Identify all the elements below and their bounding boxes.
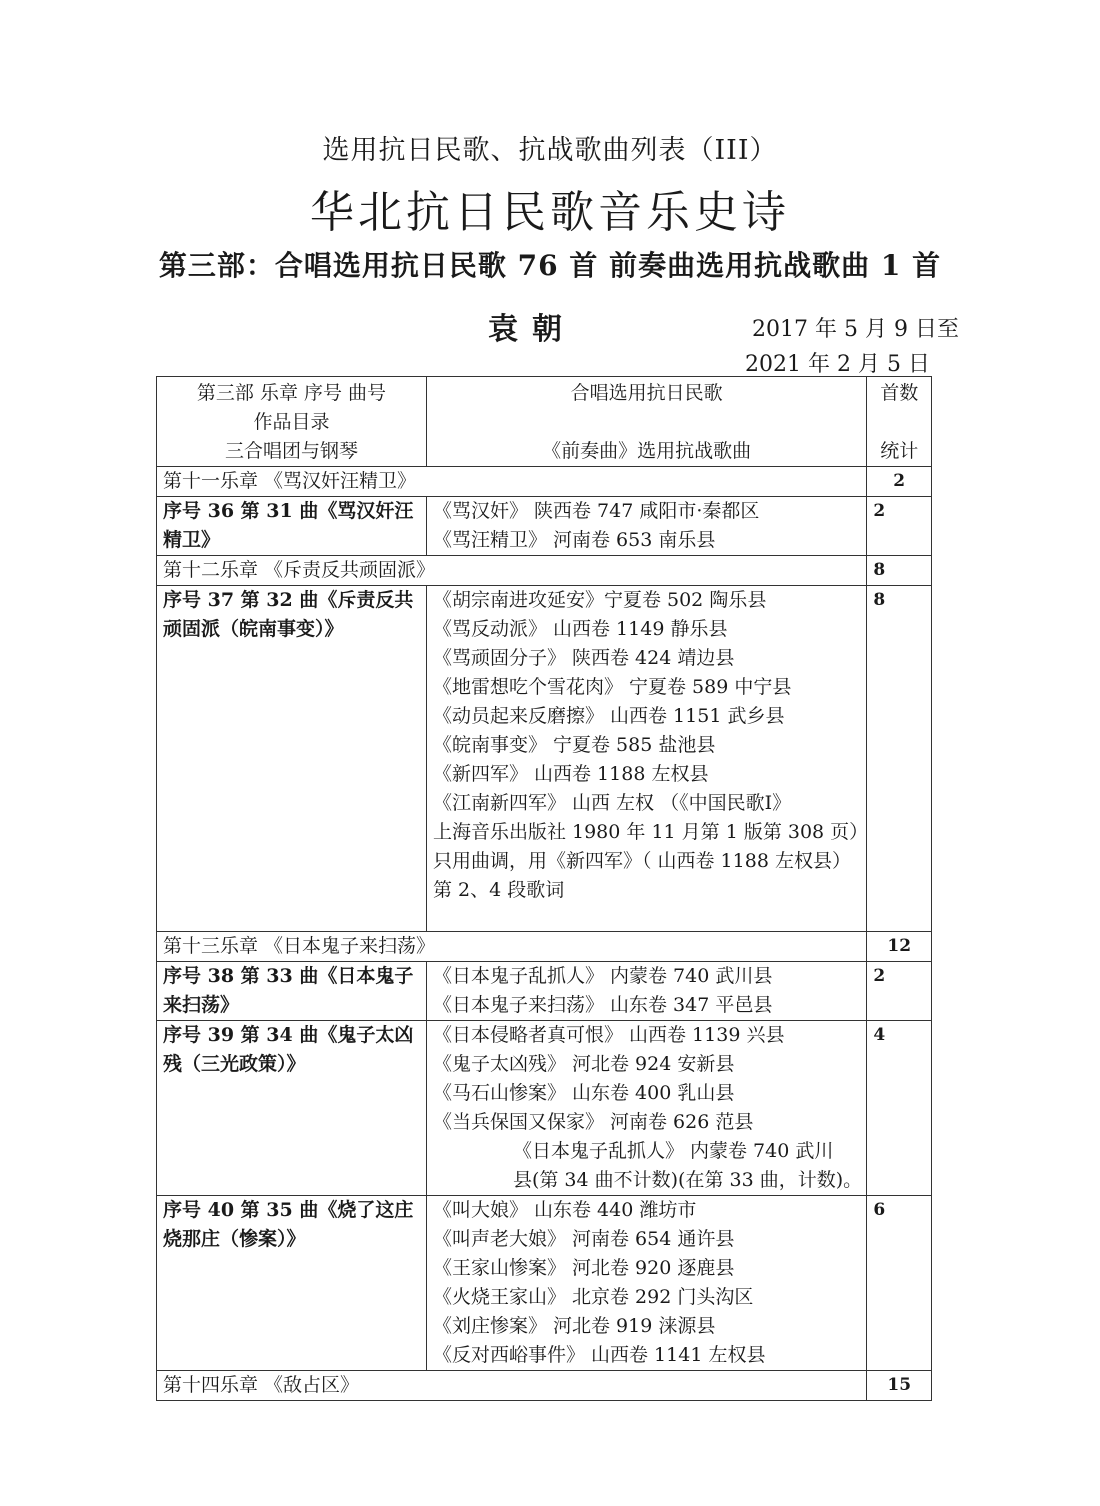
header-col-songs — [426, 377, 866, 467]
author-name: 袁朝 — [488, 312, 576, 347]
song-note: 《日本鬼子乱抓人》 内蒙卷 740 武川 — [512, 1140, 834, 1162]
song-item: 《骂顽固分子》 陕西卷 424 靖边县 — [432, 647, 735, 669]
table-header-row — [157, 377, 932, 467]
song-item: 上海音乐出版社 1980 年 11 月第 1 版第 308 页） — [432, 821, 869, 843]
header-col-catalog — [157, 377, 427, 467]
song-item: 《皖南事变》 宁夏卷 585 盐池县 — [432, 734, 716, 756]
entry-row — [157, 962, 932, 1021]
song-item: 《日本鬼子乱抓人》 内蒙卷 740 武川县 — [432, 965, 773, 987]
section-count: 8 — [867, 556, 932, 586]
section-title: 第十四乐章 《敌占区》 — [157, 1371, 867, 1401]
song-item: 《新四军》 山西卷 1188 左权县 — [432, 763, 709, 785]
date-range-start: 2017 年 5 月 9 日至 — [752, 317, 959, 342]
section-row — [157, 467, 932, 497]
entry-count: 2 — [867, 497, 932, 556]
song-list-table — [156, 376, 932, 1401]
doc-subtitle: 第三部：合唱选用抗日民歌 76 首 前奏曲选用抗战歌曲 1 首 — [158, 249, 942, 282]
doc-title-big: 华北抗日民歌音乐史诗 — [310, 187, 790, 238]
entry-count: 6 — [867, 1196, 932, 1371]
section-count: 15 — [867, 1371, 932, 1401]
entry-label: 序号 38 第 33 曲《日本鬼子来扫荡》 — [157, 962, 427, 1021]
entry-count: 8 — [867, 586, 932, 932]
entry-label: 序号 40 第 35 曲《烧了这庄烧那庄（惨案）》 — [157, 1196, 427, 1371]
header-col1-line2: 作品目录 — [253, 411, 330, 433]
song-item: 《叫声老大娘》 河南卷 654 通许县 — [432, 1228, 735, 1250]
song-item: 《骂汉奸》 陕西卷 747 咸阳市·秦都区 — [432, 500, 760, 522]
entry-row — [157, 586, 932, 932]
section-title: 第十一乐章 《骂汉奸汪精卫》 — [157, 467, 867, 497]
song-item: 只用曲调，用《新四军》（ 山西卷 1188 左权县）第 2、4 段歌词 — [432, 850, 851, 901]
song-item: 《叫大娘》 山东卷 440 潍坊市 — [432, 1199, 697, 1221]
entry-count: 2 — [867, 962, 932, 1021]
song-item: 《当兵保国又保家》 河南卷 626 范县 — [432, 1111, 754, 1133]
entry-songs — [426, 586, 869, 932]
date-range-end: 2021 年 2 月 5 日 — [745, 352, 930, 377]
song-item: 《火烧王家山》 北京卷 292 门头沟区 — [432, 1286, 754, 1308]
entry-row — [157, 1021, 932, 1196]
entry-label: 序号 37 第 32 曲《斥责反共顽固派（皖南事变）》 — [157, 586, 427, 932]
header-col2-line2: 《前奏曲》选用抗战歌曲 — [542, 440, 752, 462]
song-item: 《日本侵略者真可恨》 山西卷 1139 兴县 — [432, 1024, 785, 1046]
entry-label: 序号 36 第 31 曲《骂汉奸汪精卫》 — [157, 497, 427, 556]
song-note: 县(第 34 曲不计数)(在第 33 曲，计数)。 — [512, 1169, 863, 1191]
entry-songs — [426, 497, 866, 556]
song-item: 《王家山惨案》 河北卷 920 逐鹿县 — [432, 1257, 735, 1279]
entry-label: 序号 39 第 34 曲《鬼子太凶残（三光政策）》 — [157, 1021, 427, 1196]
entry-songs — [426, 1196, 866, 1371]
entry-row — [157, 1196, 932, 1371]
song-item: 《马石山惨案》 山东卷 400 乳山县 — [432, 1082, 735, 1104]
song-item: 《反对西峪事件》 山西卷 1141 左权县 — [432, 1344, 766, 1366]
section-title: 第十三乐章 《日本鬼子来扫荡》 — [157, 932, 867, 962]
header-col-count — [867, 377, 932, 467]
section-row — [157, 932, 932, 962]
song-item: 《胡宗南进攻延安》宁夏卷 502 陶乐县 — [432, 589, 767, 611]
song-item: 《江南新四军》 山西 左权 （《中国民歌Ⅰ》 — [432, 792, 792, 814]
header-col1-line1: 第三部 乐章 序号 曲号 — [196, 382, 387, 404]
song-item: 《刘庄惨案》 河北卷 919 涞源县 — [432, 1315, 716, 1337]
section-count: 2 — [867, 467, 932, 497]
header-col1-line3: 三合唱团与钢琴 — [224, 440, 358, 462]
entry-row — [157, 497, 932, 556]
song-item: 《日本鬼子来扫荡》 山东卷 347 平邑县 — [432, 994, 773, 1016]
song-item: 《鬼子太凶残》 河北卷 924 安新县 — [432, 1053, 735, 1075]
entry-songs — [426, 962, 866, 1021]
section-title: 第十二乐章 《斥责反共顽固派》 — [157, 556, 867, 586]
song-item: 《地雷想吃个雪花肉》 宁夏卷 589 中宁县 — [432, 676, 792, 698]
header-col2-line1: 合唱选用抗日民歌 — [570, 382, 723, 404]
doc-title-small: 选用抗日民歌、抗战歌曲列表（III） — [322, 135, 778, 166]
header-col3-line2: 统计 — [880, 440, 919, 462]
entry-count: 4 — [867, 1021, 932, 1196]
section-row — [157, 556, 932, 586]
header-col3-line1: 首数 — [880, 382, 919, 404]
song-item: 《骂反动派》 山西卷 1149 静乐县 — [432, 618, 728, 640]
entry-songs — [426, 1021, 866, 1196]
section-row — [157, 1371, 932, 1401]
section-count: 12 — [867, 932, 932, 962]
song-item: 《动员起来反磨擦》 山西卷 1151 武乡县 — [432, 705, 785, 727]
song-item: 《骂汪精卫》 河南卷 653 南乐县 — [432, 529, 716, 551]
